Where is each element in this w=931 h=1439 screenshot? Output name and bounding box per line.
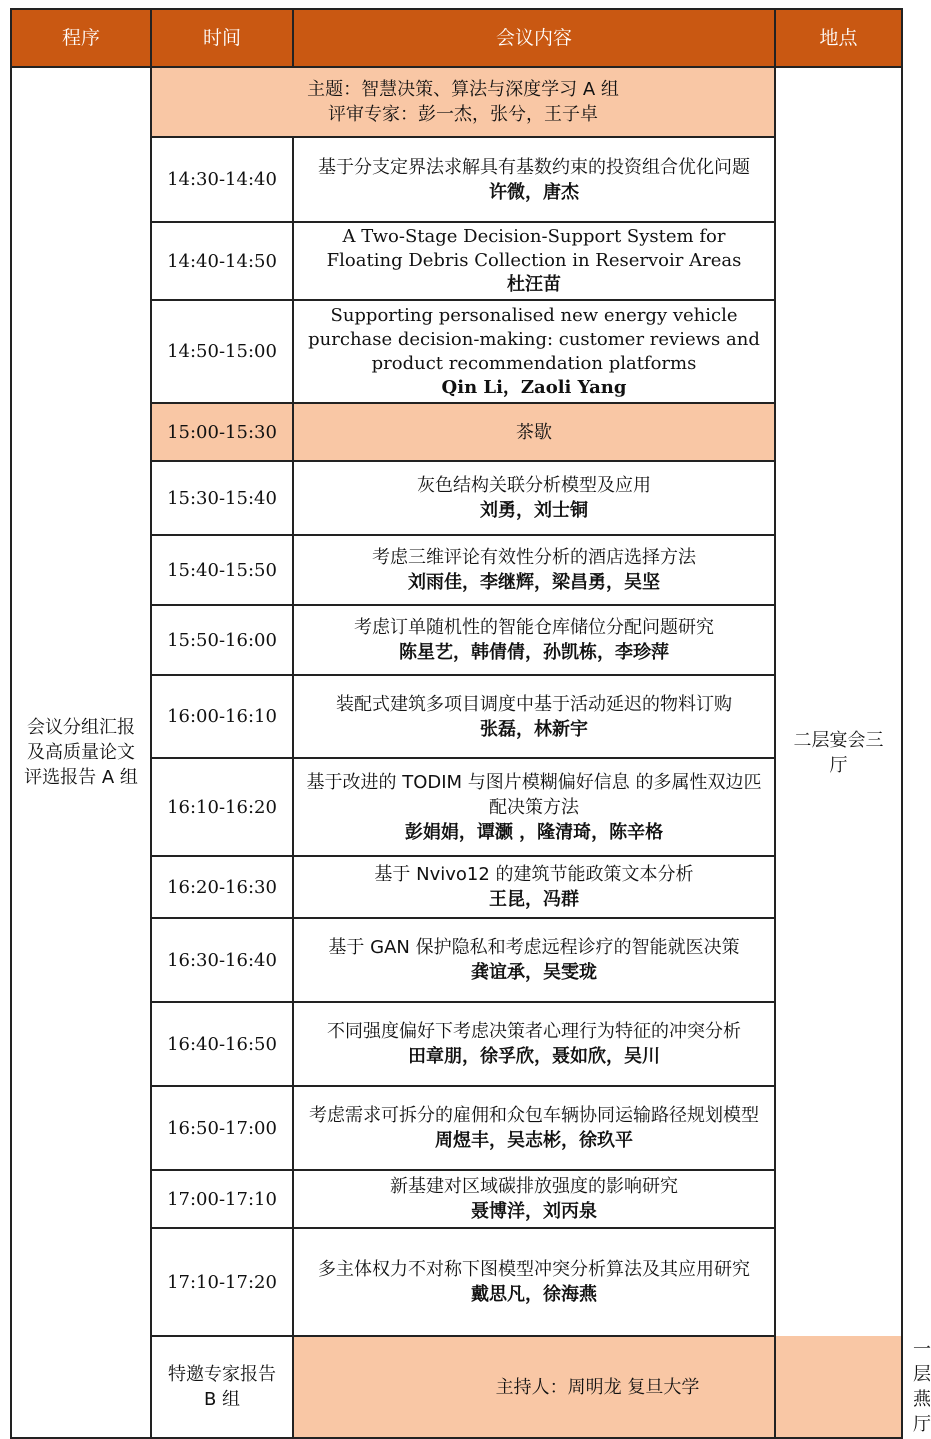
talk-content xyxy=(293,300,775,403)
session-a-program: 会议分组汇报及高质量论文评选报告 A 组 xyxy=(11,67,151,1438)
talk-title: 新基建对区域碳排放强度的影响研究 xyxy=(390,1176,678,1197)
talk-title: 装配式建筑多项目调度中基于活动延迟的物料订购 xyxy=(336,693,732,715)
talk-time: 16:20-16:30 xyxy=(151,856,293,918)
talk-title: 多主体权力不对称下图模型冲突分析算法及其应用研究 xyxy=(318,1259,750,1280)
talk-time: 16:40-16:50 xyxy=(151,1002,293,1086)
talk-title: 不同强度偏好下考虑决策者心理行为特征的冲突分析 xyxy=(327,1021,741,1042)
talk-authors: 聂博洋，刘丙泉 xyxy=(471,1201,597,1222)
session-a-theme-cell xyxy=(151,67,775,137)
talk-authors: 王昆，冯群 xyxy=(489,889,579,910)
talk-title: Supporting personalised new energy vehicle purchase decision-making: customer reviews and product recommendation platforms xyxy=(308,304,760,374)
talk-authors: 刘勇，刘士铜 xyxy=(480,500,588,521)
talk-time: 15:40-15:50 xyxy=(151,535,293,605)
talk-content xyxy=(293,918,775,1002)
talk-content xyxy=(293,675,775,758)
talk-time: 15:50-16:00 xyxy=(151,605,293,675)
talk-title: 基于改进的 TODIM 与图片模糊偏好信息 的多属性双边匹配决策方法 xyxy=(306,771,762,818)
header-content: 会议内容 xyxy=(293,9,775,67)
review-experts: 评审专家：彭一杰，张兮，王子卓 xyxy=(328,104,598,125)
talk-title: 基于 GAN 保护隐私和考虑远程诊疗的智能就医决策 xyxy=(328,937,740,958)
talk-content xyxy=(293,605,775,675)
talk-authors: 彭娟娟，谭灏 ，隆清琦，陈辛格 xyxy=(404,821,664,843)
talk-time: 17:00-17:10 xyxy=(151,1170,293,1228)
talk-authors: 刘雨佳，李继辉，梁昌勇，吴坚 xyxy=(408,572,660,593)
talk-time: 16:00-16:10 xyxy=(151,675,293,758)
talk-time: 14:50-15:00 xyxy=(151,300,293,403)
talk-title: 灰色结构关联分析模型及应用 xyxy=(417,475,651,496)
talk-content xyxy=(293,1086,775,1170)
session-b-row: 特邀专家报告 B 组 主持人：周明龙 复旦大学 一层燕厅 xyxy=(11,1336,902,1438)
talk-authors: 龚谊承，吴雯珑 xyxy=(471,962,597,983)
break-label: 茶歇 xyxy=(293,403,775,461)
talk-title: 考虑三维评论有效性分析的酒店选择方法 xyxy=(372,547,696,568)
talk-authors: 戴思凡，徐海燕 xyxy=(471,1284,597,1305)
talk-time: 15:30-15:40 xyxy=(151,461,293,535)
theme-row xyxy=(11,67,902,137)
talk-content xyxy=(293,1170,775,1228)
talk-authors: 张磊，林新宇 xyxy=(480,718,588,740)
talk-title: 考虑需求可拆分的雇佣和众包车辆协同运输路径规划模型 xyxy=(309,1105,759,1126)
talk-content xyxy=(293,1228,775,1336)
talk-time: 14:40-14:50 xyxy=(151,222,293,300)
break-time: 15:00-15:30 xyxy=(151,403,293,461)
talk-title: 基于分支定界法求解具有基数约束的投资组合优化问题 xyxy=(318,156,750,178)
talk-time: 17:10-17:20 xyxy=(151,1228,293,1336)
talk-time: 16:50-17:00 xyxy=(151,1086,293,1170)
talk-content xyxy=(293,535,775,605)
talk-content xyxy=(293,137,775,222)
talk-title: A Two-Stage Decision-Support System for Floating Debris Collection in Reservoir Areas xyxy=(326,226,742,271)
talk-content xyxy=(293,1002,775,1086)
talk-title: 考虑订单随机性的智能仓库储位分配问题研究 xyxy=(354,617,714,638)
talk-content xyxy=(293,461,775,535)
schedule-table xyxy=(10,8,931,1439)
talk-content xyxy=(293,856,775,918)
talk-authors: 田章朋，徐孚欣，聂如欣，吴川 xyxy=(408,1046,660,1067)
talk-authors: 周煜丰，吴志彬，徐玖平 xyxy=(435,1130,633,1151)
header-program: 程序 xyxy=(11,9,151,67)
talk-time: 16:10-16:20 xyxy=(151,758,293,856)
talk-content xyxy=(293,758,775,856)
talk-time: 14:30-14:40 xyxy=(151,137,293,222)
talk-authors: 许微，唐杰 xyxy=(489,181,579,203)
talk-authors: Qin Li，Zaoli Yang xyxy=(441,376,627,398)
session-a-location: 二层宴会三厅 xyxy=(775,67,902,1438)
talk-authors: 杜汪苗 xyxy=(507,274,561,295)
session-b-program: 特邀专家报告 B 组 xyxy=(151,1336,293,1438)
session-theme: 主题：智慧决策、算法与深度学习 A 组 xyxy=(307,79,619,100)
header-location: 地点 xyxy=(775,9,902,67)
header-row xyxy=(11,9,902,67)
talk-content xyxy=(293,222,775,300)
session-b-host: 主持人：周明龙 复旦大学 xyxy=(293,1336,902,1438)
talk-time: 16:30-16:40 xyxy=(151,918,293,1002)
header-time: 时间 xyxy=(151,9,293,67)
talk-authors: 陈星艺，韩倩倩，孙凯栋，李珍萍 xyxy=(399,642,669,663)
talk-title: 基于 Nvivo12 的建筑节能政策文本分析 xyxy=(374,864,694,885)
